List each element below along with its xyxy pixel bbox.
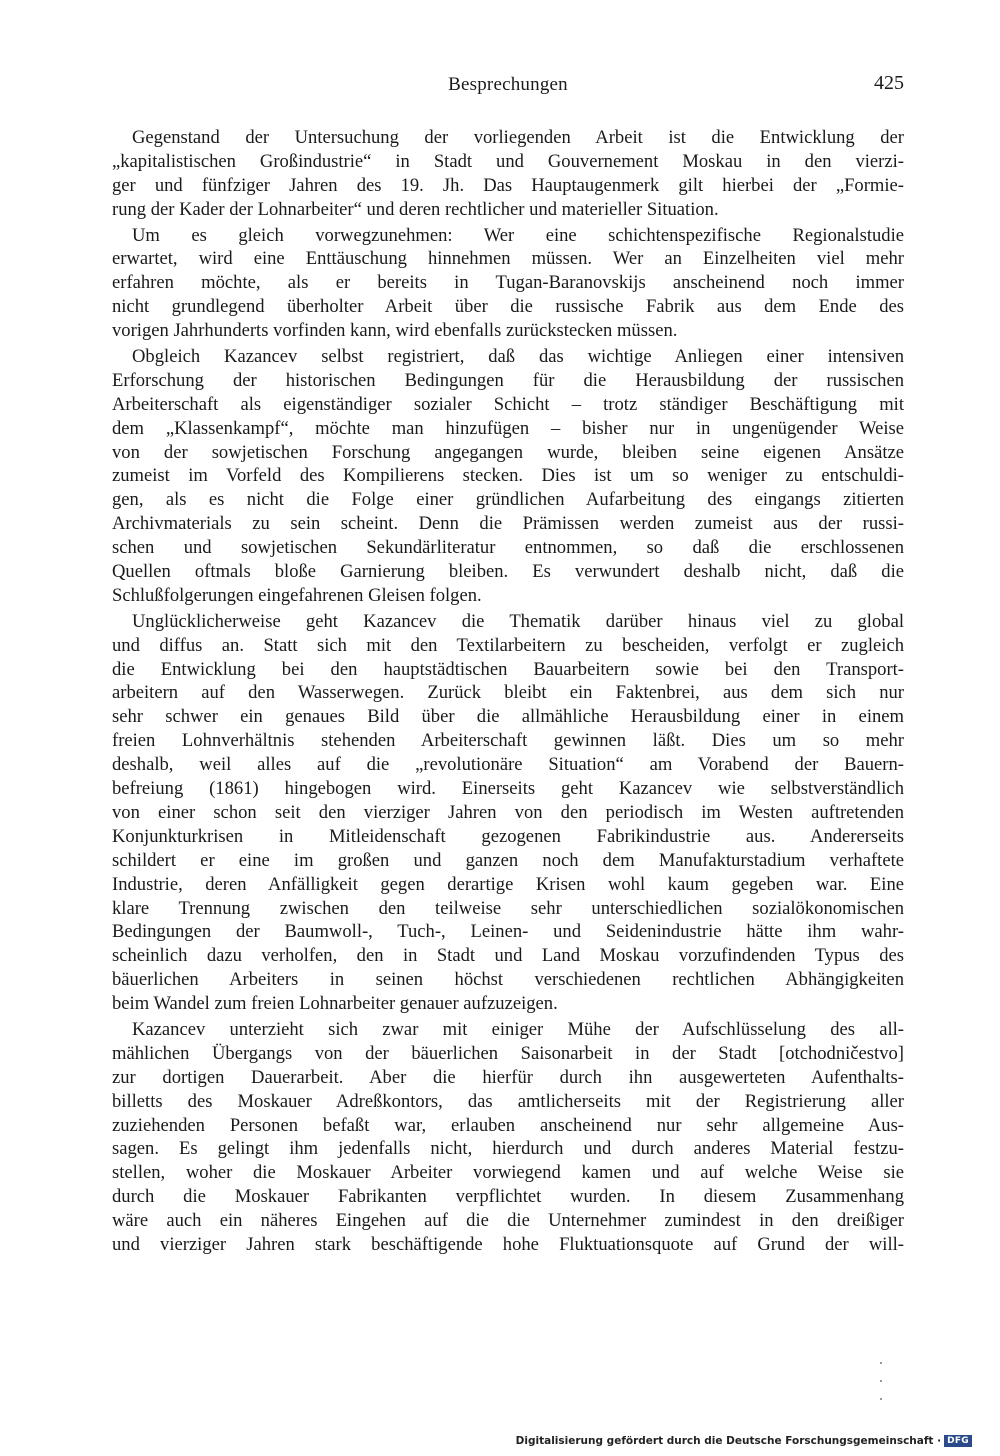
text-line: arbeitern auf den Wasserwegen. Zurück bleibt ein Faktenbrei, aus dem sich nur xyxy=(112,682,904,704)
text-line: Industrie, deren Anfälligkeit gegen derartige Krisen wohl kaum gegeben war. Eine xyxy=(112,873,904,895)
text-line: mählichen Übergangs von der bäuerlichen Saisonarbeit in der Stadt [otchodničestvo] xyxy=(112,1042,904,1064)
text-line: Unglücklicherweise geht Kazancev die Thematik darüber hinaus viel zu global xyxy=(132,610,904,632)
text-line: zur dortigen Dauerarbeit. Aber die hierfür durch ihn ausgewerteten Aufenthalts- xyxy=(112,1066,904,1088)
text-line: billetts des Moskauer Adreßkontors, das amtlicherseits mit der Registrierung aller xyxy=(112,1090,904,1112)
paragraph xyxy=(112,1018,904,1257)
text-line: dem „Klassenkampf“, möchte man hinzufügen – bisher nur in ungenügender Weise xyxy=(112,417,904,439)
text-line: durch die Moskauer Fabrikanten verpflichtet wurden. In diesem Zusammenhang xyxy=(112,1186,904,1208)
text-line: erwartet, wird eine Enttäuschung hinnehmen müssen. Wer an Einzelheiten viel mehr xyxy=(112,248,904,270)
text-line: beim Wandel zum freien Lohnarbeiter genauer aufzuzeigen. xyxy=(112,993,558,1015)
text-line: und vierziger Jahren stark beschäftigende hohe Fluktuationsquote auf Grund der will- xyxy=(112,1233,904,1255)
text-line: Quellen oftmals bloße Garnierung bleiben. Es verwundert deshalb nicht, daß die xyxy=(112,561,904,583)
scan-artifact-dots xyxy=(880,1362,884,1402)
text-line: vorigen Jahrhunderts vorfinden kann, wird ebenfalls zurückstecken müssen. xyxy=(112,320,678,342)
text-line: rung der Kader der Lohnarbeiter“ und deren rechtlicher und materieller Situation. xyxy=(112,198,719,220)
text-line: befreiung (1861) hingebogen wird. Einerseits geht Kazancev wie selbstverständlich xyxy=(112,778,904,800)
text-line: „kapitalistischen Großindustrie“ in Stadt und Gouvernement Moskau in den vierzi- xyxy=(112,150,904,172)
paragraph xyxy=(112,610,904,1016)
scan-dot xyxy=(880,1398,882,1400)
body-text xyxy=(112,126,904,1257)
text-line: sagen. Es gelingt ihm jedenfalls nicht, hierdurch und durch anderes Material festzu- xyxy=(112,1138,904,1160)
text-line: zumeist im Vorfeld des Kompilierens stecken. Dies ist um so weniger zu entschuldi- xyxy=(112,465,904,487)
text-line: Obgleich Kazancev selbst registriert, daß das wichtige Anliegen einer intensiven xyxy=(132,346,904,368)
text-line: bäuerlichen Arbeiters in seinen höchst verschiedenen rechtlichen Abhängigkeiten xyxy=(112,969,904,991)
text-line: schildert er eine im großen und ganzen noch dem Manufakturstadium verhaftete xyxy=(112,849,904,871)
paragraph xyxy=(112,224,904,343)
running-title: Besprechungen xyxy=(448,74,568,95)
text-line: nicht grundlegend überholter Arbeit über die russische Fabrik aus dem Ende des xyxy=(112,296,904,318)
text-line: Um es gleich vorwegzunehmen: Wer eine schichtenspezifische Regionalstudie xyxy=(132,224,904,246)
scan-dot xyxy=(880,1380,882,1382)
digitization-credit xyxy=(516,1435,972,1447)
text-line: Erforschung der historischen Bedingungen für die Herausbildung der russischen xyxy=(112,369,904,391)
text-line: gen, als es nicht die Folge einer gründlichen Aufarbeitung des eingangs zitierten xyxy=(112,489,904,511)
text-line: Gegenstand der Untersuchung der vorliegenden Arbeit ist die Entwicklung der xyxy=(132,127,904,148)
running-head xyxy=(112,74,904,104)
text-line: und diffus an. Statt sich mit den Textilarbeitern zu bescheiden, verfolgt er zugleich xyxy=(112,634,904,656)
page-number: 425 xyxy=(874,72,904,94)
text-line: die Entwicklung bei den hauptstädtischen Bauarbeitern sowie bei den Transport- xyxy=(112,658,904,680)
text-line: klare Trennung zwischen den teilweise sehr unterschiedlichen sozialökonomischen xyxy=(112,897,904,919)
text-line: scheinlich dazu verholfen, den in Stadt und Land Moskau vorzufindenden Typus des xyxy=(112,945,904,967)
paragraph xyxy=(112,126,904,222)
text-line: sehr schwer ein genaues Bild über die allmähliche Herausbildung einer in einem xyxy=(112,706,904,728)
text-line: Archivmaterials zu sein scheint. Denn die Prämissen werden zumeist aus der russi- xyxy=(112,513,904,535)
paragraph xyxy=(112,345,904,608)
text-line: ger und fünfziger Jahren des 19. Jh. Das Hauptaugenmerk gilt hierbei der „Formie- xyxy=(112,174,904,196)
text-line: schen und sowjetischen Sekundärliteratur entnommen, so daß die erschlossenen xyxy=(112,537,904,559)
text-line: Arbeiterschaft als eigenständiger sozialer Schicht – trotz ständiger Beschäftigung mit xyxy=(112,393,904,415)
text-line: Schlußfolgerungen eingefahrenen Gleisen folgen. xyxy=(112,584,482,606)
text-line: Konjunkturkrisen in Mitleidenschaft gezogenen Fabrikindustrie aus. Andererseits xyxy=(112,825,904,847)
text-line: zuziehenden Personen befaßt war, erlauben anscheinend nur sehr allgemeine Aus- xyxy=(112,1114,904,1136)
text-line: von der sowjetischen Forschung angegangen wurde, bleiben seine eigenen Ansätze xyxy=(112,441,904,463)
text-line: von einer schon seit den vierziger Jahren von den periodisch im Westen auftretenden xyxy=(112,801,904,823)
text-line: deshalb, weil alles auf die „revolutionäre Situation“ am Vorabend der Bauern- xyxy=(112,754,904,776)
text-line: wäre auch ein näheres Eingehen auf die die Unternehmer zumindest in den dreißiger xyxy=(112,1210,904,1232)
text-line: stellen, woher die Moskauer Arbeiter vorwiegend kamen und auf welche Weise sie xyxy=(112,1162,904,1184)
scan-dot xyxy=(880,1362,882,1364)
text-line: Kazancev unterzieht sich zwar mit einiger Mühe der Aufschlüsselung des all- xyxy=(132,1018,904,1040)
text-line: Bedingungen der Baumwoll-, Tuch-, Leinen- und Seidenindustrie hätte ihm wahr- xyxy=(112,921,904,943)
dfg-logo-icon: DFG xyxy=(944,1435,972,1447)
text-line: erfahren möchte, als er bereits in Tugan-Baranovskijs anscheinend noch immer xyxy=(112,272,904,294)
credit-text: Digitalisierung gefördert durch die Deutsche Forschungsgemeinschaft · xyxy=(515,1435,942,1447)
text-line: freien Lohnverhältnis stehenden Arbeiterschaft gewinnen läßt. Dies um so mehr xyxy=(112,730,904,752)
